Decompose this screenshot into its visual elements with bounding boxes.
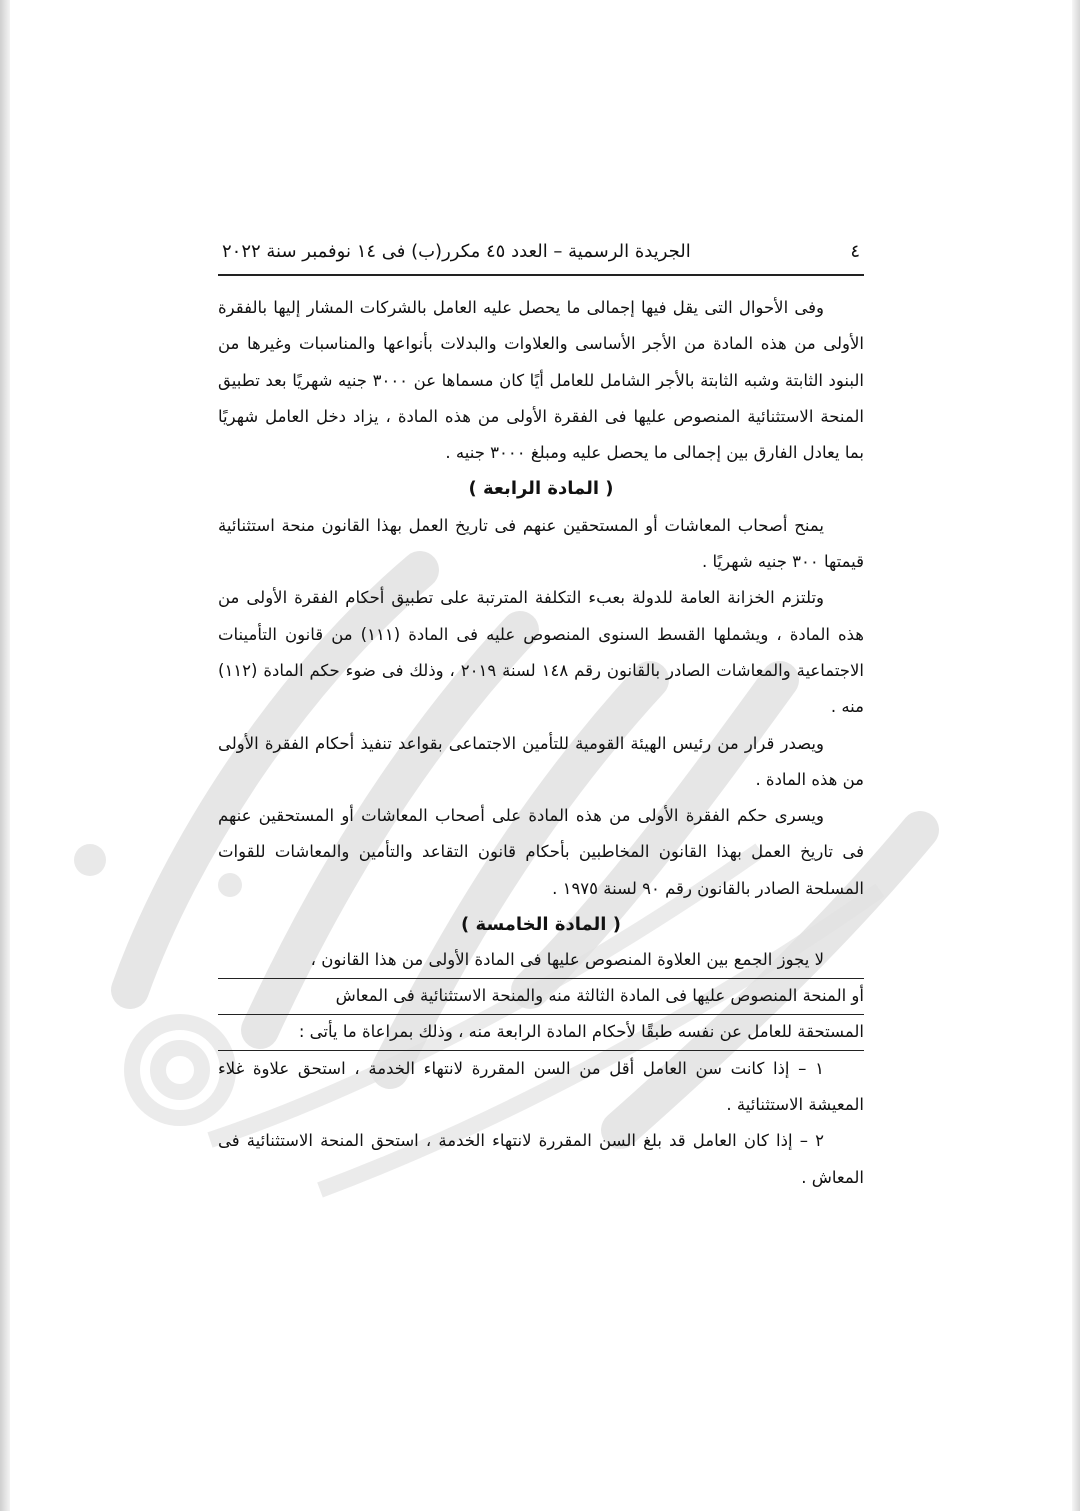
article-5-line: أو المنحة المنصوص عليها فى المادة الثالثة منه والمنحة الاستثنائية فى المعاش [218, 979, 864, 1015]
page-header [218, 232, 864, 272]
article-4-paragraph: يمنح أصحاب المعاشات أو المستحقين عنهم فى تاريخ العمل بهذا القانون منحة استثنائية قيمتها ٣٠٠ جنيه شهريًا . [218, 515, 864, 572]
gazette-page [218, 232, 864, 1196]
page-number: ٤ [850, 241, 860, 262]
article-5-item: ٢ – إذا كان العامل قد بلغ السن المقررة لانتهاء الخدمة ، استحق المنحة الاستثنائية فى المعاش . [218, 1131, 864, 1187]
article-4-paragraph: ويصدر قرار من رئيس الهيئة القومية للتأمين الاجتماعى بقواعد تنفيذ أحكام الفقرة الأولى من هذه المادة . [218, 733, 864, 789]
article-5-underlined-block [218, 943, 864, 1050]
article-5-item: ١ – إذا كانت سن العامل أقل من السن المقررة لانتهاء الخدمة ، استحق علاوة غلاء المعيشة الاستثنائية . [218, 1058, 864, 1115]
article-5-title: ( المادة الخامسة ) [461, 914, 621, 936]
article-4-title: ( المادة الرابعة ) [468, 478, 614, 500]
article-5-line: المستحقة للعامل عن نفسه طبقًا لأحكام المادة الرابعة منه ، وذلك بمراعاة ما يأتى : [298, 1021, 864, 1041]
article-4-paragraph: ويسرى حكم الفقرة الأولى من هذه المادة على أصحاب المعاشات أو المستحقين عنهم فى تاريخ العمل بهذا القانون المخاطبين بأحكام قانون التقاعد والتأمين والمعاشات للقوات المسلحة الصادر بالقانون رقم ٩٠ لسنة ١٩٧٥ . [218, 806, 864, 898]
article-4-paragraph: وتلتزم الخزانة العامة للدولة بعبء التكلفة المترتبة على تطبيق أحكام الفقرة الأولى من هذه المادة ، ويشملها القسط السنوى المنصوص عليه فى المادة (١١١) من قانون التأمينات الاجتماعية والمعاشات الصادر بالقانون رقم ١٤٨ لسنة ٢٠١٩ ، وذلك فى ضوء حكم المادة (١١٢) منه . [218, 588, 865, 717]
page-edge-right [1072, 0, 1080, 1511]
article-5-line: لا يجوز الجمع بين العلاوة المنصوص عليها فى المادة الأولى من هذا القانون ، [218, 943, 864, 979]
header-divider [218, 274, 864, 276]
gazette-title: الجريدة الرسمية – العدد ٤٥ مكرر(ب) فى ١٤ نوفمبر سنة ٢٠٢٢ [222, 241, 691, 262]
page-edge-left [0, 0, 10, 1511]
intro-paragraph: وفى الأحوال التى يقل فيها إجمالى ما يحصل عليه العامل بالشركات المشار إليها بالفقرة الأولى من هذه المادة من الأجر الأساسى والعلاوات والبدلات بأنواعها والمناسبات وغيرها من البنود الثابتة وشبه الثابتة بالأجر الشامل للعامل أيًا كان مسماها عن ٣٠٠٠ جنيه شهريًا بعد تطبيق المنحة الاستثنائية المنصوص عليها فى الفقرة الأولى من هذه المادة ، يزاد دخل العامل شهريًا بما يعادل الفارق بين إجمالى ما يحصل عليه ومبلغ ٣٠٠٠ جنيه . [218, 298, 864, 463]
